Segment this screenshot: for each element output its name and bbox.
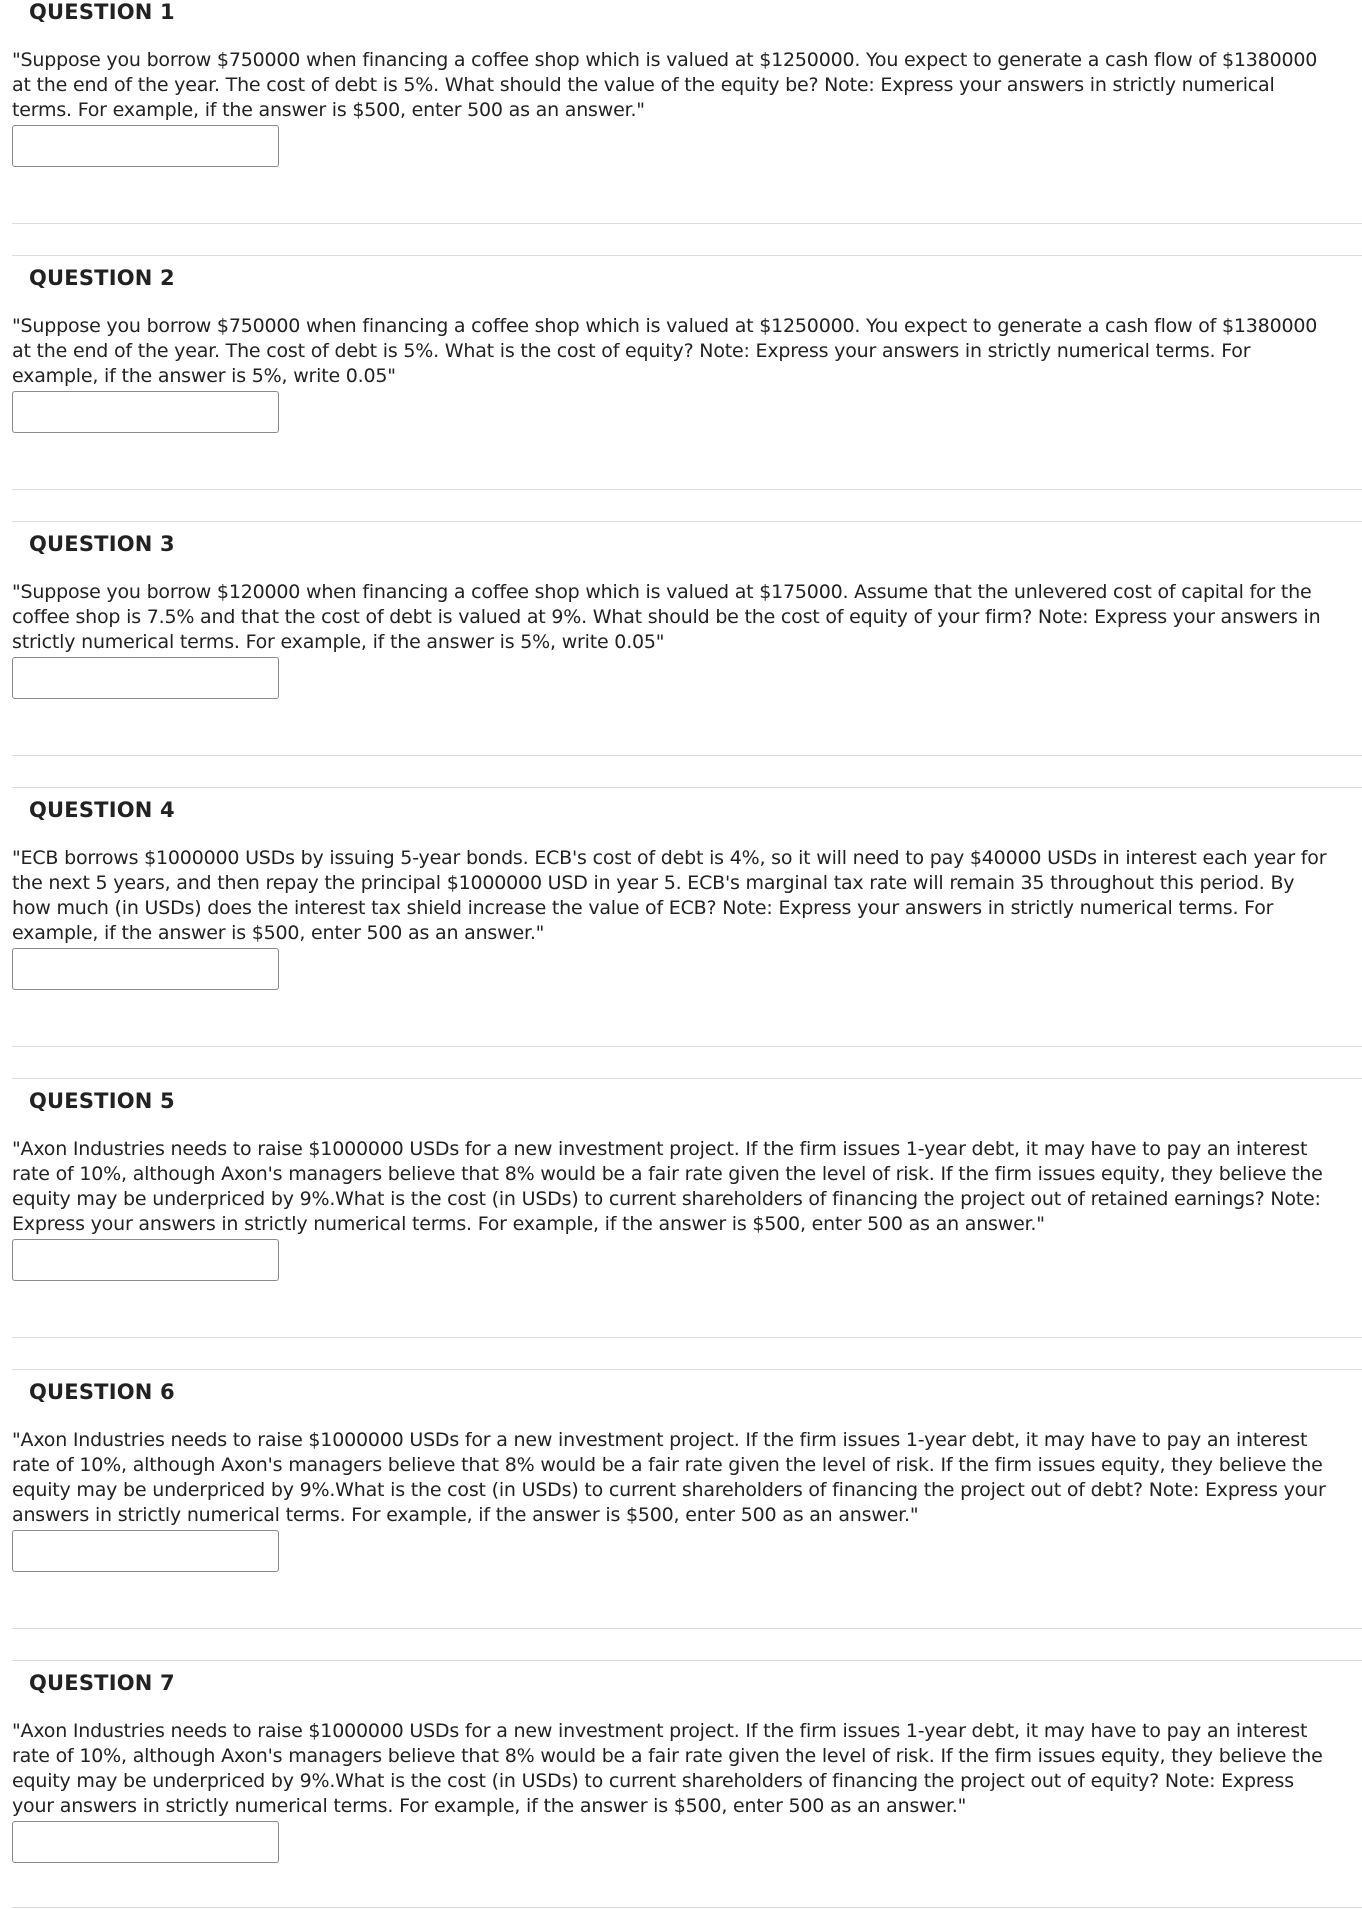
question-text: "Suppose you borrow $750000 when financing a coffee shop which is valued at $1250000. You expect to generate a cash flow of $1380000 at the end of the year. The cost of debt is 5%. What is the cost of equity? Note: Express your answers in strictly numerical terms. For example, if the answer is 5%, write 0.05" xyxy=(12,315,1318,387)
question-title: QUESTION 1 xyxy=(29,0,175,24)
question-text: "Axon Industries needs to raise $1000000 USDs for a new investment project. If the firm issues 1-year debt, it may have to pay an interest rate of 10%, although Axon's managers believe that 8% would be a fair rate given the level of risk. If the firm issues equity, they believe the equity may be underpriced by 9%.What is the cost (in USDs) to current shareholders of financing the project out of retained earnings? Note: Express your answers in strictly numerical terms. For example, if the answer is $500, enter 500 as an answer." xyxy=(12,1138,1323,1235)
divider xyxy=(12,489,1362,490)
divider xyxy=(12,1660,1362,1661)
answer-input[interactable] xyxy=(12,948,279,990)
question-title: QUESTION 5 xyxy=(29,1089,175,1113)
divider xyxy=(12,1046,1362,1047)
question-text: "Suppose you borrow $750000 when financing a coffee shop which is valued at $1250000. You expect to generate a cash flow of $1380000 at the end of the year. The cost of debt is 5%. What should the value of the equity be? Note: Express your answers in strictly numerical terms. For example, if the answer is $500, enter 500 as an answer." xyxy=(12,49,1318,121)
question-text: "ECB borrows $1000000 USDs by issuing 5-year bonds. ECB's cost of debt is 4%, so it will need to pay $40000 USDs in interest each year for the next 5 years, and then repay the principal $1000000 USD in year 5. ECB's marginal tax rate will remain 35 throughout this period. By how much (in USDs) does the interest tax shield increase the value of ECB? Note: Express your answers in strictly numerical terms. For example, if the answer is $500, enter 500 as an answer." xyxy=(12,847,1327,944)
question-text: "Axon Industries needs to raise $1000000 USDs for a new investment project. If the firm issues 1-year debt, it may have to pay an interest rate of 10%, although Axon's managers believe that 8% would be a fair rate given the level of risk. If the firm issues equity, they believe the equity may be underpriced by 9%.What is the cost (in USDs) to current shareholders of financing the project out of equity? Note: Express your answers in strictly numerical terms. For example, if the answer is $500, enter 500 as an answer." xyxy=(12,1720,1323,1817)
divider xyxy=(12,1907,1362,1908)
answer-input[interactable] xyxy=(12,125,279,167)
question-text: "Axon Industries needs to raise $1000000 USDs for a new investment project. If the firm issues 1-year debt, it may have to pay an interest rate of 10%, although Axon's managers believe that 8% would be a fair rate given the level of risk. If the firm issues equity, they believe the equity may be underpriced by 9%.What is the cost (in USDs) to current shareholders of financing the project out of debt? Note: Express your answers in strictly numerical terms. For example, if the answer is $500, enter 500 as an answer." xyxy=(12,1429,1326,1526)
answer-input[interactable] xyxy=(12,391,279,433)
answer-input[interactable] xyxy=(12,657,279,699)
divider xyxy=(12,521,1362,522)
question-text: "Suppose you borrow $120000 when financing a coffee shop which is valued at $175000. Assume that the unlevered cost of capital for the coffee shop is 7.5% and that the cost of debt is valued at 9%. What should be the cost of equity of your firm? Note: Express your answers in strictly numerical terms. For example, if the answer is 5%, write 0.05" xyxy=(12,581,1321,653)
answer-input[interactable] xyxy=(12,1821,279,1863)
divider xyxy=(12,787,1362,788)
divider xyxy=(12,1337,1362,1338)
question-title: QUESTION 2 xyxy=(29,266,175,290)
question-title: QUESTION 4 xyxy=(29,798,175,822)
divider xyxy=(12,755,1362,756)
divider xyxy=(12,1078,1362,1079)
answer-input[interactable] xyxy=(12,1530,279,1572)
divider xyxy=(12,1628,1362,1629)
answer-input[interactable] xyxy=(12,1239,279,1281)
question-title: QUESTION 7 xyxy=(29,1671,175,1695)
divider xyxy=(12,255,1362,256)
divider xyxy=(12,223,1362,224)
divider xyxy=(12,1369,1362,1370)
question-title: QUESTION 6 xyxy=(29,1380,175,1404)
question-title: QUESTION 3 xyxy=(29,532,175,556)
